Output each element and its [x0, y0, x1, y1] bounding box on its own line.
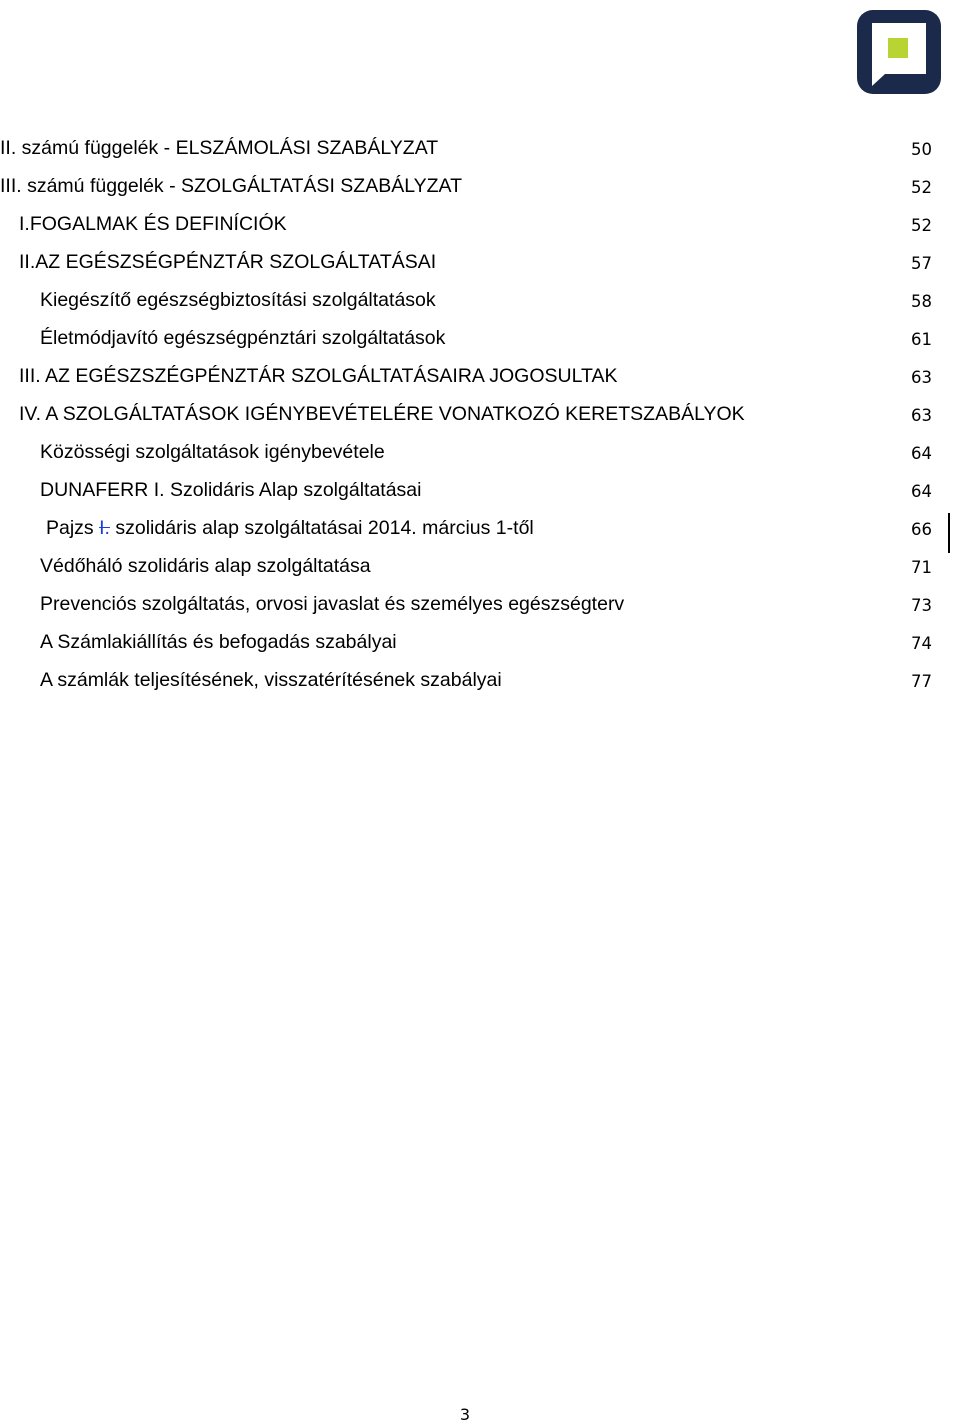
toc-entry[interactable]	[0, 174, 960, 212]
toc-entry-title: A Számlakiállítás és befogadás szabályai	[40, 631, 397, 653]
toc-entry-title: Közösségi szolgáltatások igénybevétele	[40, 441, 385, 463]
toc-entry-title: II.AZ EGÉSZSÉGPÉNZTÁR SZOLGÁLTATÁSAI	[19, 251, 437, 273]
toc-entry-page: 63	[911, 368, 932, 387]
toc-entry-page: 71	[911, 558, 932, 577]
toc-entry-page: 63	[911, 406, 932, 425]
toc-entry[interactable]	[0, 554, 960, 592]
speech-bubble-logo-icon	[855, 8, 943, 96]
toc-entry-page: 58	[911, 292, 932, 311]
toc-entry-page: 66	[911, 520, 932, 539]
toc-entry-page: 64	[911, 482, 932, 501]
toc-entry-page: 73	[911, 596, 932, 615]
revision-change-bar	[948, 513, 950, 553]
toc-entry-page: 50	[911, 140, 932, 159]
toc-entry[interactable]	[0, 478, 960, 516]
toc-entry-page: 74	[911, 634, 932, 653]
toc-entry-title: III. AZ EGÉSZSZÉGPÉNZTÁR SZOLGÁLTATÁSAIRA JOGOSULTAK	[19, 365, 618, 387]
toc-entry[interactable]	[0, 592, 960, 630]
toc-entry[interactable]	[0, 326, 960, 364]
toc-entry[interactable]	[0, 136, 960, 174]
toc-entry-page: 61	[911, 330, 932, 349]
tracked-deletion: I.	[99, 517, 110, 539]
toc-entry[interactable]	[0, 212, 960, 250]
toc-entry[interactable]	[0, 288, 960, 326]
toc-entry-title-prefix: Pajzs	[46, 517, 100, 539]
toc-entry-title-suffix: szolidáris alap szolgáltatásai 2014. március 1-től	[109, 517, 534, 539]
toc-entry-title: Védőháló szolidáris alap szolgáltatása	[40, 555, 371, 577]
toc-entry-page: 77	[911, 672, 932, 691]
toc-entry-title	[46, 516, 534, 540]
toc-entry-title: DUNAFERR I. Szolidáris Alap szolgáltatásai	[40, 479, 422, 501]
toc-entry-page: 57	[911, 254, 932, 273]
toc-entry[interactable]	[0, 250, 960, 288]
toc-entry[interactable]	[0, 516, 960, 554]
toc-entry-title: I.FOGALMAK ÉS DEFINÍCIÓK	[19, 213, 287, 235]
toc-entry-title: Kiegészítő egészségbiztosítási szolgáltatások	[40, 289, 436, 311]
toc-entry-title: II. számú függelék - ELSZÁMOLÁSI SZABÁLYZAT	[0, 137, 439, 159]
page-number: 3	[459, 1405, 471, 1424]
toc-entry-title: A számlák teljesítésének, visszatérítésének szabályai	[40, 669, 502, 691]
toc-entry-page: 52	[911, 216, 932, 235]
toc-entry[interactable]	[0, 668, 960, 706]
toc-entry[interactable]	[0, 364, 960, 402]
toc-entry-title: III. számú függelék - SZOLGÁLTATÁSI SZABÁLYZAT	[0, 175, 463, 197]
toc-entry-title: Prevenciós szolgáltatás, orvosi javaslat és személyes egészségterv	[40, 593, 625, 615]
logo-accent-square	[888, 38, 908, 58]
toc-entry[interactable]	[0, 402, 960, 440]
logo-graphic	[855, 8, 943, 96]
toc-entry-page: 64	[911, 444, 932, 463]
toc-entry[interactable]	[0, 440, 960, 478]
toc-entry-title: IV. A SZOLGÁLTATÁSOK IGÉNYBEVÉTELÉRE VONATKOZÓ KERETSZABÁLYOK	[19, 403, 745, 425]
toc-entry-page: 52	[911, 178, 932, 197]
toc-entry-title: Életmódjavító egészségpénztári szolgáltatások	[40, 327, 446, 349]
toc-entry[interactable]	[0, 630, 960, 668]
